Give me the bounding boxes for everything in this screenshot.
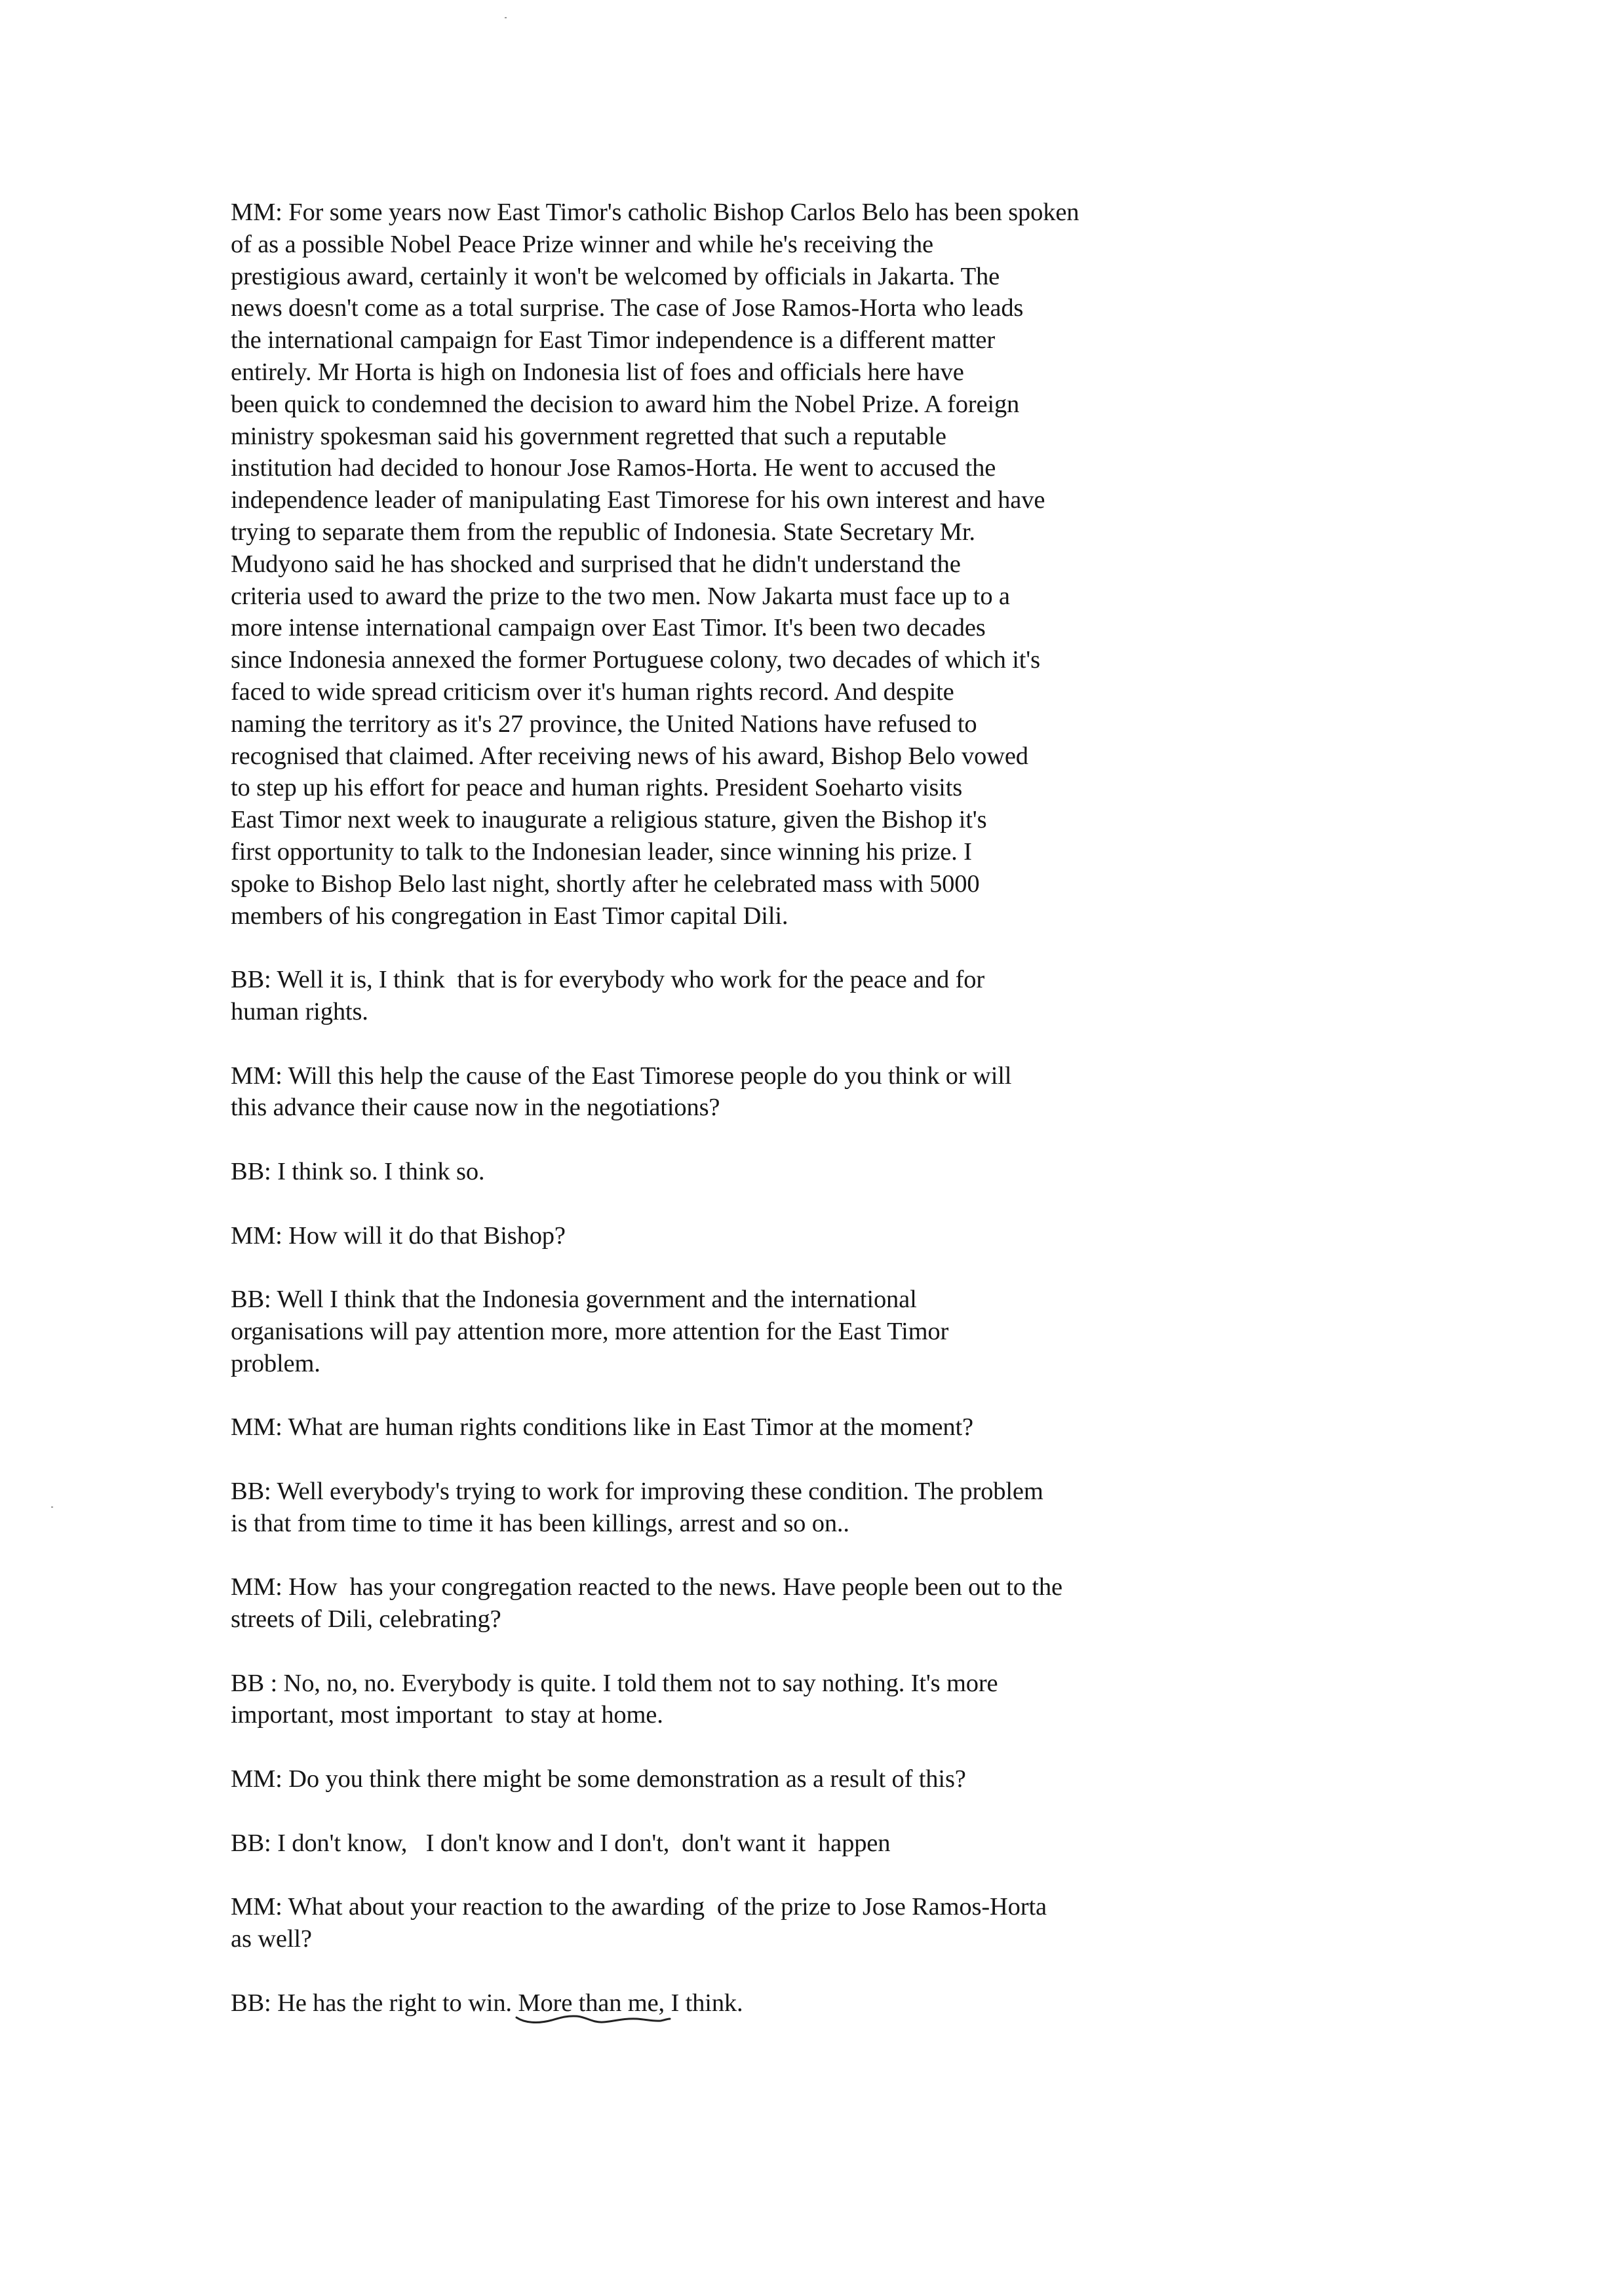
transcript-line: BB: I think so. I think so. [231, 1157, 485, 1185]
final-answer-tail: I think. [665, 1989, 743, 2017]
transcript-line: organisations will pay attention more, more attention for the East Timor [231, 1317, 949, 1345]
transcript-paragraph [231, 1571, 1188, 1636]
transcript-line: news doesn't come as a total surprise. The case of Jose Ramos-Horta who leads [231, 294, 1024, 322]
transcript-paragraph [231, 1060, 1188, 1124]
transcript-line: MM: Will this help the cause of the East Timorese people do you think or will [231, 1062, 1012, 1090]
transcript-line: human rights. [231, 997, 368, 1025]
transcript-line: MM: What are human rights conditions like in East Timor at the moment? [231, 1413, 973, 1442]
transcript-paragraph [231, 1891, 1188, 1955]
transcript-line: naming the territory as it's 27 province, the United Nations have refused to [231, 710, 977, 738]
transcript-line: independence leader of manipulating East Timorese for his own interest and have [231, 486, 1045, 514]
transcript-line: BB: I don't know, I don't know and I don't, don't want it happen [231, 1829, 891, 1857]
transcript-paragraph [231, 1284, 1188, 1379]
transcript-line: entirely. Mr Horta is high on Indonesia list of foes and officials here have [231, 358, 964, 386]
transcript-line: MM: How will it do that Bishop? [231, 1221, 566, 1250]
transcript-line: BB : No, no, no. Everybody is quite. I told them not to say nothing. It's more [231, 1669, 998, 1697]
transcript-paragraph [231, 1156, 1188, 1188]
transcript-line: since Indonesia annexed the former Portuguese colony, two decades of which it's [231, 646, 1040, 674]
transcript-line: trying to separate them from the republic of Indonesia. State Secretary Mr. [231, 518, 975, 546]
transcript-line: the international campaign for East Timor independence is a different matter [231, 326, 996, 354]
transcript-paragraph [231, 1668, 1188, 1732]
transcript-line: prestigious award, certainly it won't be welcomed by officials in Jakarta. The [231, 262, 1000, 290]
transcript-line: important, most important to stay at home. [231, 1701, 663, 1729]
transcript-line: spoke to Bishop Belo last night, shortly after he celebrated mass with 5000 [231, 870, 980, 898]
transcript-paragraph [231, 1411, 1188, 1444]
transcript-line: this advance their cause now in the negotiations? [231, 1094, 720, 1122]
transcript-line: institution had decided to honour Jose Ramos-Horta. He went to accused the [231, 454, 996, 482]
transcript-line: Mudyono said he has shocked and surprised that he didn't understand the [231, 550, 961, 578]
transcript-line: first opportunity to talk to the Indonesian leader, since winning his prize. I [231, 837, 972, 866]
interview-transcript [231, 197, 1188, 2019]
wavy-underlined-phrase [518, 1987, 665, 2019]
transcript-paragraph [231, 1763, 1188, 1795]
transcript-line: BB: Well it is, I think that is for everybody who work for the peace and for [231, 966, 985, 994]
transcript-line: recognised that claimed. After receiving news of his award, Bishop Belo vowed [231, 742, 1028, 770]
transcript-line: MM: Do you think there might be some demonstration as a result of this? [231, 1765, 966, 1793]
transcript-line: of as a possible Nobel Peace Prize winner and while he's receiving the [231, 230, 933, 258]
transcript-line: MM: What about your reaction to the awarding of the prize to Jose Ramos-Horta [231, 1893, 1047, 1921]
transcript-paragraph [231, 1220, 1188, 1252]
transcript-body [231, 197, 1188, 1955]
transcript-line: to step up his effort for peace and human rights. President Soeharto visits [231, 774, 963, 802]
transcript-line: as well? [231, 1925, 312, 1953]
scan-speck [505, 17, 507, 18]
final-answer-text: BB: He has the right to win. [231, 1989, 518, 2017]
transcript-line: BB: Well I think that the Indonesia government and the international [231, 1286, 917, 1314]
transcript-paragraph [231, 964, 1188, 1028]
transcript-line: more intense international campaign over East Timor. It's been two decades [231, 614, 986, 642]
transcript-line: is that from time to time it has been killings, arrest and so on.. [231, 1509, 849, 1537]
transcript-line: East Timor next week to inaugurate a religious stature, given the Bishop it's [231, 806, 987, 834]
transcript-paragraph [231, 1827, 1188, 1860]
transcript-paragraph [231, 197, 1188, 932]
transcript-line: ministry spokesman said his government regretted that such a reputable [231, 422, 946, 450]
transcript-line: members of his congregation in East Timor capital Dili. [231, 902, 788, 930]
transcript-line: MM: How has your congregation reacted to the news. Have people been out to the [231, 1573, 1062, 1601]
scan-speck [51, 1506, 53, 1508]
transcript-line: been quick to condemned the decision to award him the Nobel Prize. A foreign [231, 390, 1020, 418]
handwritten-wavy-underline [515, 2014, 686, 2029]
transcript-line: faced to wide spread criticism over it's human rights record. And despite [231, 678, 954, 706]
transcript-paragraph [231, 1476, 1188, 1540]
underlined-phrase-text: More than me, [518, 1989, 665, 2017]
transcript-line: BB: Well everybody's trying to work for improving these condition. The problem [231, 1477, 1043, 1505]
transcript-line: problem. [231, 1349, 321, 1377]
final-answer-line [231, 1987, 1188, 2019]
transcript-line: MM: For some years now East Timor's catholic Bishop Carlos Belo has been spoken [231, 199, 1080, 226]
transcript-line: criteria used to award the prize to the two men. Now Jakarta must face up to a [231, 582, 1010, 610]
transcript-line: streets of Dili, celebrating? [231, 1605, 501, 1634]
